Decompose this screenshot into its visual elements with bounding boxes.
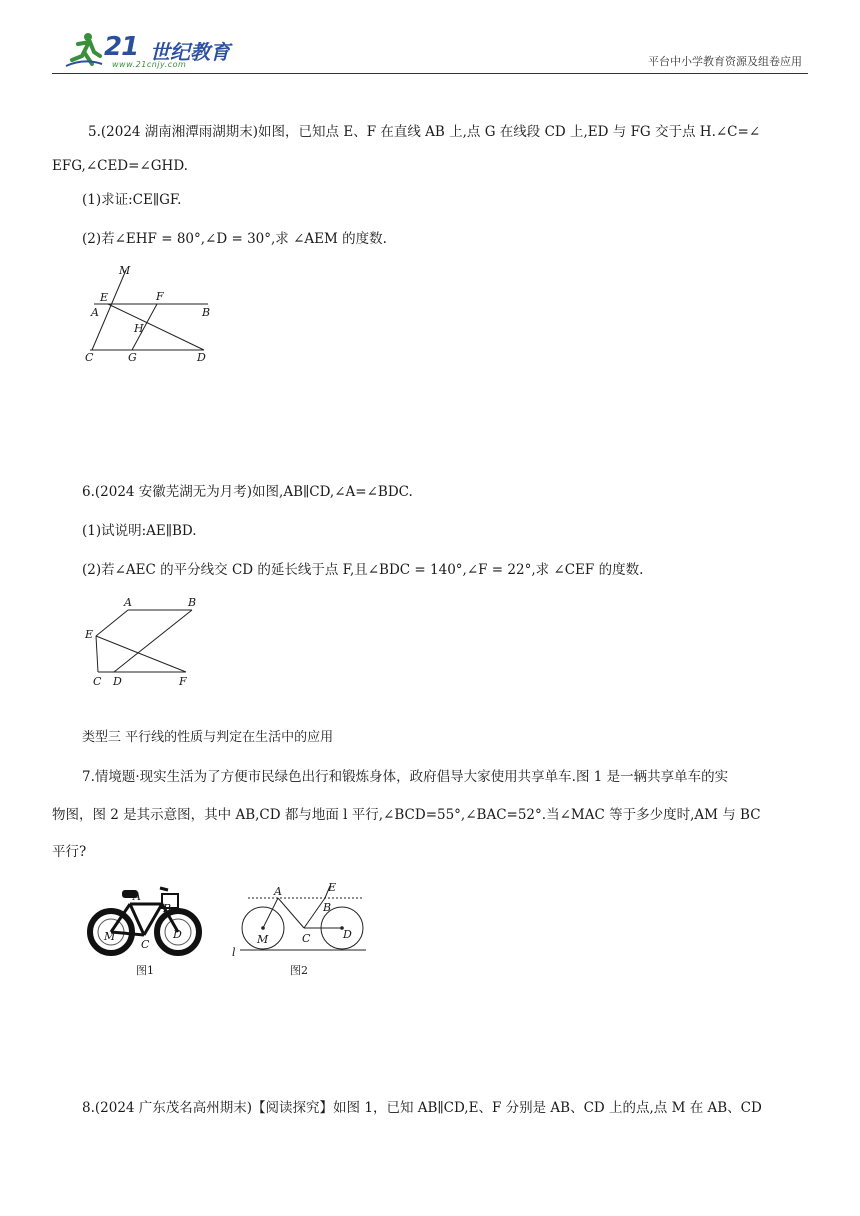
q6-label-A: A (124, 596, 132, 609)
fig1-caption: 图1 (136, 964, 154, 977)
logo-url: www.21cnjy.com (112, 60, 187, 69)
q5-part1: (1)求证:CE∥GF. (82, 192, 182, 208)
q5-label-G: G (128, 351, 137, 364)
fig2-label-D: D (343, 928, 352, 941)
page-header (52, 28, 808, 74)
fig1-label-B: B (163, 902, 172, 915)
q5-line2: EFG,∠CED=∠GHD. (52, 158, 188, 174)
q6-part1: (1)试说明:AE∥BD. (82, 523, 197, 539)
fig2-label-B: B (323, 901, 332, 914)
q6-line1: 6.(2024 安徽芜湖无为月考)如图,AB∥CD,∠A=∠BDC. (82, 484, 413, 500)
fig2-label-M: M (257, 933, 269, 946)
fig1-label-D: D (173, 928, 182, 941)
logo-number: 21 (104, 32, 139, 62)
q6-label-F: F (179, 675, 187, 688)
fig2-label-l: l (232, 946, 236, 959)
fig1-label-C: C (141, 938, 150, 951)
header-slogan: 平台中小学教育资源及组卷应用 (648, 55, 802, 68)
bicycle-diagram (226, 880, 370, 980)
fig2-label-A: A (274, 885, 282, 898)
q5-label-M: M (119, 264, 131, 277)
section-3-title: 类型三 平行线的性质与判定在生活中的应用 (82, 730, 334, 745)
q6-label-D: D (113, 675, 122, 688)
q6-figure (82, 592, 202, 692)
q8-line1: 8.(2024 广东茂名高州期末)【阅读探究】如图 1，已知 AB∥CD,E、F 分别是 AB、CD 上的点,点 M 在 AB、CD (82, 1100, 762, 1116)
q5-figure (82, 262, 222, 368)
fig2-label-C: C (302, 932, 311, 945)
q6-label-C: C (93, 675, 102, 688)
q7-line3: 平行? (52, 844, 87, 860)
logo-title: 世纪教育 (150, 40, 230, 64)
q5-part2: (2)若∠EHF = 80°,∠D = 30°,求 ∠AEM 的度数. (82, 231, 387, 247)
q6-label-B: B (188, 596, 197, 609)
q5-label-H: H (134, 322, 144, 335)
fig2-label-E: E (328, 881, 337, 894)
q7-line2: 物图，图 2 是其示意图，其中 AB,CD 都与地面 l 平行,∠BCD=55°,∠BAC=52°.当∠MAC 等于多少度时,AM 与 BC (52, 807, 761, 823)
header-divider (52, 73, 808, 74)
q5-label-B: B (202, 306, 211, 319)
runner-logo-icon (64, 30, 104, 70)
site-logo[interactable] (64, 30, 244, 72)
fig1-label-M: M (104, 930, 116, 943)
q7-line1: 7.情境题·现实生活为了方便市民绿色出行和锻炼身体，政府倡导大家使用共享单车.图 1 是一辆共享单车的实 (82, 769, 729, 785)
q6-label-E: E (85, 628, 94, 641)
q5-label-A: A (91, 306, 99, 319)
q5-line1: 5.(2024 湖南湘潭雨湖期末)如图，已知点 E、F 在直线 AB 上,点 G 在线段 CD 上,ED 与 FG 交于点 H.∠C=∠ (88, 124, 761, 140)
fig2-caption: 图2 (290, 964, 308, 977)
q5-label-E: E (100, 291, 109, 304)
q5-label-F: F (156, 290, 164, 303)
q5-label-D: D (197, 351, 206, 364)
fig1-label-A: A (133, 890, 141, 903)
q5-label-C: C (85, 351, 94, 364)
bicycle-photo (84, 880, 206, 980)
q6-part2: (2)若∠AEC 的平分线交 CD 的延长线于点 F,且∠BDC = 140°,∠F = 22°,求 ∠CEF 的度数. (82, 562, 644, 578)
